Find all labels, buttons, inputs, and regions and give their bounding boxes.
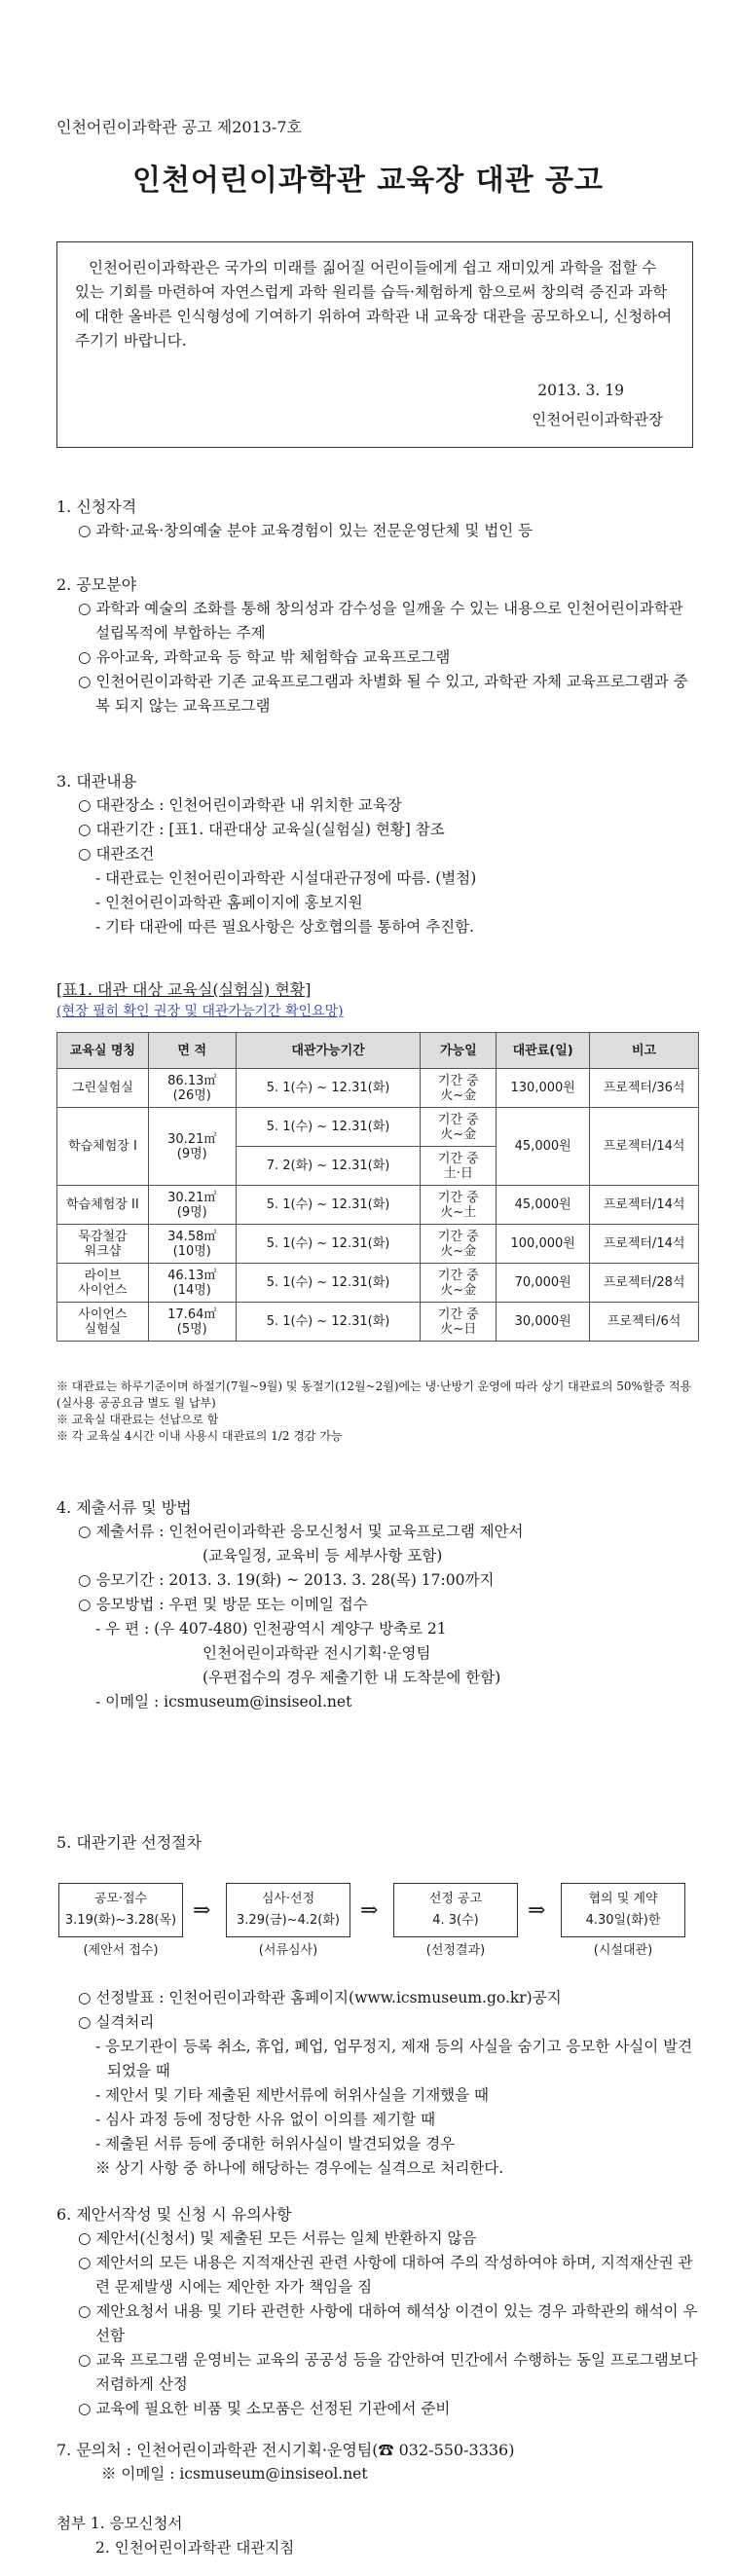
room-area	[148, 1225, 236, 1264]
room-area	[148, 1264, 236, 1303]
rental-period: 5. 1(수) ~ 12.31(화)	[236, 1303, 421, 1342]
section-eligibility	[56, 495, 699, 543]
column-header: 면 적	[148, 1033, 236, 1069]
days-line: 火~金	[440, 1282, 477, 1298]
room-area	[148, 1186, 236, 1225]
list-item: - 인천어린이과학관 홈페이지에 홍보지원	[95, 894, 363, 911]
flow-step-label: 협의 및 계약	[588, 1892, 658, 1906]
area-value: 30.21㎡	[167, 1190, 217, 1205]
list-item: ○ 대관조건	[78, 845, 155, 863]
room-name-line: 사이언스	[78, 1306, 128, 1322]
room-name	[57, 1264, 149, 1303]
table-row	[57, 1303, 699, 1342]
column-header: 대관료(일)	[497, 1033, 590, 1069]
footnote: ※ 대관료는 하루기준이며 하절기(7월~9월) 및 동절기(12월~2월)에는 냉·난방기 운영에 따라 상기 대관료의 50%할증 적용 (실사용 공공요금 별도 월 납부)	[56, 1380, 692, 1410]
days-line: 火~金	[440, 1126, 477, 1142]
room-name-line: 사이언스	[78, 1282, 128, 1298]
section-selection	[56, 1830, 699, 1855]
rental-period: 5. 1(수) ~ 12.31(화)	[236, 1186, 421, 1225]
intro-date: 2013. 3. 19	[537, 382, 624, 399]
room-name: 그린실험실	[57, 1069, 149, 1108]
area-value: 17.64㎡	[167, 1306, 217, 1322]
list-item: - 제안서 및 기타 제출된 제반서류에 허위사실을 기재했을 때	[95, 2086, 490, 2104]
table-row	[57, 1225, 699, 1264]
flow-step-label: 공모·접수	[93, 1892, 148, 1906]
section-heading: 1. 신청자격	[56, 497, 137, 516]
room-name	[57, 1303, 149, 1342]
list-item: - 기타 대관에 따른 필요사항은 상호협의를 통하여 추진함.	[95, 918, 475, 936]
room-note: 프로젝터/14석	[590, 1186, 699, 1225]
section-heading: 2. 공모분야	[56, 575, 137, 594]
rental-fee: 45,000원	[497, 1186, 590, 1225]
list-item: (교육일정, 교육비 등 세부사항 포함)	[202, 1547, 443, 1564]
arrow-right-icon: ⇒	[193, 1898, 211, 1923]
area-value: 30.21㎡	[167, 1131, 217, 1147]
section-heading: 3. 대관내용	[56, 772, 137, 791]
available-days	[421, 1264, 497, 1303]
list-item: - 심사 과정 등에 정당한 사유 없이 이의를 제기할 때	[95, 2111, 436, 2128]
flow-step-caption: (선정결과)	[425, 1943, 486, 1958]
room-name: 학습체험장 II	[57, 1186, 149, 1225]
section-attachments	[56, 2512, 699, 2560]
rental-fee: 130,000원	[497, 1069, 590, 1108]
column-header: 가능일	[421, 1033, 497, 1069]
days-line: 火~金	[440, 1087, 477, 1103]
days-line: 기간 중	[437, 1229, 479, 1244]
section-heading: 6. 제안서작성 및 신청 시 유의사항	[56, 2205, 292, 2224]
rental-fee: 30,000원	[497, 1303, 590, 1342]
rental-table	[56, 1032, 699, 1342]
days-line: 기간 중	[437, 1190, 479, 1205]
contact-email: ※ 이메일 : icsmuseum@insiseol.net	[101, 2465, 368, 2483]
list-item: ○ 대관기간 : [표1. 대관대상 교육실(실험실) 현황] 참조	[78, 821, 445, 838]
column-header: 대관가능기간	[236, 1033, 421, 1069]
days-line: 火~金	[440, 1243, 477, 1259]
table-note: (현장 필히 확인 권장 및 대관가능기간 확인요망)	[56, 1004, 344, 1019]
list-item: ○ 대관장소 : 인천어린이과학관 내 위치한 교육장	[78, 796, 402, 814]
list-item: (우편접수의 경우 제출기한 내 도착분에 한함)	[202, 1669, 501, 1686]
rental-period: 5. 1(수) ~ 12.31(화)	[236, 1264, 421, 1303]
area-value: 86.13㎡	[167, 1073, 217, 1088]
attachment-item: 2. 인천어린이과학관 대관지침	[95, 2539, 295, 2557]
list-item: - 응모기관이 등록 취소, 휴업, 폐업, 업무정지, 제재 등의 사실을 숨기고 응모한 사실이 발견되었을 때	[95, 2038, 693, 2079]
room-area	[148, 1303, 236, 1342]
area-capacity: (26명)	[172, 1087, 211, 1103]
footnote: ※ 교육실 대관료는 선납으로 함	[56, 1413, 219, 1426]
available-days	[421, 1108, 497, 1147]
flow-step-date: 4.30일(화)한	[585, 1913, 661, 1928]
list-item: - 우 편 : (우 407-480) 인천광역시 계양구 방축로 21	[95, 1620, 447, 1638]
days-line: 기간 중	[437, 1268, 479, 1283]
list-item: ○ 교육 프로그램 운영비는 교육의 공공성 등을 감안하여 민간에서 수행하는 동일 프로그램보다 저렴하게 산정	[78, 2351, 698, 2393]
room-note: 프로젝터/28석	[590, 1264, 699, 1303]
column-header: 교육실 명칭	[57, 1033, 149, 1069]
room-name: 학습체험장 I	[57, 1108, 149, 1186]
area-capacity: (10명)	[172, 1243, 211, 1259]
days-line: 기간 중	[437, 1306, 479, 1322]
list-item: ○ 응모기간 : 2013. 3. 19(화) ~ 2013. 3. 28(목) 17:00까지	[78, 1571, 495, 1589]
list-item: - 제출된 서류 등에 중대한 허위사실이 발견되었을 경우	[95, 2135, 456, 2153]
list-item: ※ 상기 사항 중 하나에 해당하는 경우에는 실격으로 처리한다.	[95, 2159, 504, 2177]
flow-step	[226, 1883, 350, 1937]
section-heading: 5. 대관기관 선정절차	[56, 1833, 202, 1852]
arrow-right-icon: ⇒	[360, 1898, 379, 1923]
section-selection-rules	[56, 1986, 699, 2181]
table-row	[57, 1186, 699, 1225]
days-line: 기간 중	[437, 1112, 479, 1127]
list-item: ○ 과학·교육·창의예술 분야 교육경험이 있는 전문운영단체 및 법인 등	[78, 522, 534, 539]
table-footnotes	[56, 1379, 699, 1445]
table-row	[57, 1069, 699, 1108]
days-line: 土·日	[443, 1165, 473, 1181]
rental-period: 7. 2(화) ~ 12.31(화)	[236, 1147, 421, 1186]
available-days	[421, 1147, 497, 1186]
room-note: 프로젝터/14석	[590, 1108, 699, 1186]
page-title: 인천어린이과학관 교육장 대관 공고	[131, 164, 605, 198]
flow-step-label: 선정 공고	[428, 1892, 483, 1906]
arrow-right-icon: ⇒	[528, 1898, 546, 1923]
flow-step-caption: (제안서 접수)	[83, 1943, 159, 1958]
list-item: ○ 제안요청서 내용 및 기타 관련한 사항에 대하여 해석상 이견이 있는 경우 과학관의 해석이 우선함	[78, 2302, 698, 2344]
list-item: ○ 유아교육, 과학교육 등 학교 밖 체험학습 교육프로그램	[78, 648, 451, 666]
list-item: ○ 선정발표 : 인천어린이과학관 홈페이지(www.icsmuseum.go.kr)공지	[78, 1989, 562, 2006]
room-name-line: 실험실	[84, 1321, 122, 1337]
rental-fee: 45,000원	[497, 1108, 590, 1186]
section-precautions	[56, 2202, 699, 2421]
flow-step-caption: (시설대관)	[593, 1943, 653, 1958]
list-item: ○ 제안서(신청서) 및 제출된 모든 서류는 일체 반환하지 않음	[78, 2229, 477, 2247]
intro-text: 인천어린이과학관은 국가의 미래를 짊어질 어린이들에게 쉽고 재미있게 과학을 접할 수 있는 기회를 마련하여 자연스럽게 과학 원리를 습득·체험하게 함으로써 창의력 증진과 과학에 대한 올바른 인식형성에 기여하기 위하여 과학관 내 교육장 대관을 공모하오니, 신청하여 주기기 바랍니다.	[75, 259, 673, 350]
area-capacity: (9명)	[176, 1146, 207, 1161]
flow-step-label: 심사·선정	[261, 1892, 315, 1906]
days-line: 火~土	[440, 1204, 477, 1220]
available-days	[421, 1303, 497, 1342]
days-line: 火~日	[440, 1321, 477, 1337]
room-note: 프로젝터/14석	[590, 1225, 699, 1264]
available-days	[421, 1069, 497, 1108]
rental-period: 5. 1(수) ~ 12.31(화)	[236, 1225, 421, 1264]
attachment-item: 첨부 1. 응모신청서	[56, 2515, 183, 2532]
list-item: ○ 제안서의 모든 내용은 지적재산권 관련 사항에 대하여 주의 작성하여야 하며, 지적재산권 관련 문제발생 시에는 제안한 자가 책임을 짐	[78, 2254, 693, 2296]
available-days	[421, 1225, 497, 1264]
days-line: 기간 중	[437, 1151, 479, 1166]
section-contact	[56, 2438, 699, 2486]
flow-step	[561, 1883, 685, 1937]
room-name-line: 라이브	[84, 1268, 122, 1283]
list-item: ○ 교육에 필요한 비품 및 소모품은 선정된 기관에서 준비	[78, 2400, 451, 2417]
section-rental	[56, 769, 699, 939]
flow-step-caption: (서류심사)	[258, 1943, 318, 1958]
notice-number: 인천어린이과학관 공고 제2013-7호	[56, 118, 302, 136]
rental-fee: 70,000원	[497, 1264, 590, 1303]
rental-period: 5. 1(수) ~ 12.31(화)	[236, 1108, 421, 1147]
list-item: 인천어린이과학관 전시기획·운영팀	[202, 1644, 431, 1662]
intro-box	[56, 241, 693, 448]
list-item: ○ 과학과 예술의 조화를 통해 창의성과 감수성을 일깨울 수 있는 내용으로 인천어린이과학관 설립목적에 부합하는 주제	[78, 600, 683, 642]
flow-step	[58, 1883, 183, 1937]
area-capacity: (14명)	[172, 1282, 211, 1298]
room-area	[148, 1108, 236, 1186]
list-item: ○ 실격처리	[78, 2013, 155, 2031]
table-row	[57, 1264, 699, 1303]
flow-step-date: 4. 3(수)	[432, 1913, 479, 1928]
section-heading: 7. 문의처 : 인천어린이과학관 전시기획·운영팀(☎ 032-550-3336)	[56, 2441, 515, 2459]
room-area	[148, 1069, 236, 1108]
room-name-line: 워크샵	[84, 1243, 122, 1259]
area-value: 34.58㎡	[167, 1229, 217, 1244]
room-note: 프로젝터/6석	[590, 1303, 699, 1342]
area-capacity: (9명)	[176, 1204, 207, 1220]
list-item: ○ 제출서류 : 인천어린이과학관 응모신청서 및 교육프로그램 제안서	[78, 1523, 524, 1540]
room-name	[57, 1225, 149, 1264]
list-item: - 대관료는 인천어린이과학관 시설대관규정에 따름. (별첨)	[95, 869, 477, 887]
table-row	[57, 1108, 699, 1147]
available-days	[421, 1186, 497, 1225]
rental-fee: 100,000원	[497, 1225, 590, 1264]
days-line: 기간 중	[437, 1073, 479, 1088]
flow-step-date: 3.29(금)~4.2(화)	[237, 1913, 340, 1928]
room-note: 프로젝터/36석	[590, 1069, 699, 1108]
list-item: ○ 인천어린이과학관 기존 교육프로그램과 차별화 될 수 있고, 과학관 자체 교육프로그램과 중복 되지 않는 교육프로그램	[78, 673, 688, 715]
table-header-row	[57, 1033, 699, 1069]
rental-period: 5. 1(수) ~ 12.31(화)	[236, 1069, 421, 1108]
room-name-line: 묵감철감	[78, 1229, 128, 1244]
section-heading: 4. 제출서류 및 방법	[56, 1498, 192, 1517]
area-capacity: (5명)	[176, 1321, 207, 1337]
section-fields	[56, 572, 699, 718]
column-header: 비고	[590, 1033, 699, 1069]
flow-step	[393, 1883, 518, 1937]
list-item: - 이메일 : icsmuseum@insiseol.net	[95, 1693, 352, 1711]
area-value: 46.13㎡	[167, 1268, 217, 1283]
section-submission	[56, 1495, 699, 1714]
list-item: ○ 응모방법 : 우편 및 방문 또는 이메일 접수	[78, 1596, 368, 1613]
footnote: ※ 각 교육실 4시간 이내 사용시 대관료의 1/2 경감 가능	[56, 1429, 343, 1443]
intro-org: 인천어린이과학관장	[532, 411, 663, 428]
flow-step-date: 3.19(화)~3.28(목)	[64, 1913, 177, 1928]
table-title: [표1. 대관 대상 교육실(실험실) 현황]	[56, 980, 312, 999]
selection-flow	[58, 1883, 691, 1972]
